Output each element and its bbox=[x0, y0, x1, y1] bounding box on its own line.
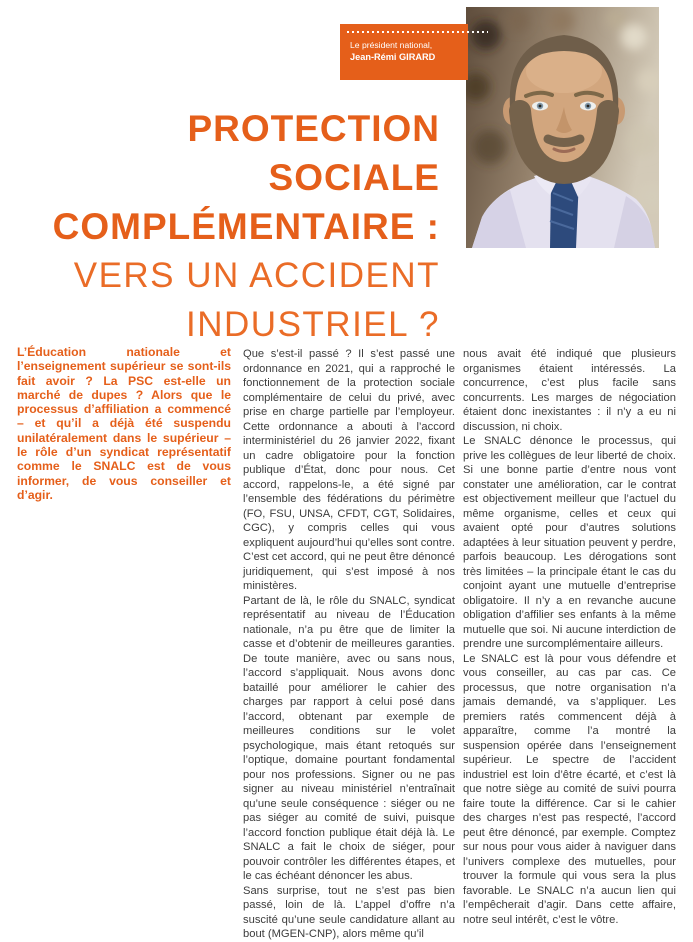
title-line-bold: COMPLÉMENTAIRE : bbox=[52, 206, 440, 247]
body-paragraph: Sans surprise, tout ne s’est pas bien passé, loin de là. L’appel d’offre n’a suscité qu’une seule candidature allant au bout (MGEN-CNP), alors même qu’il bbox=[243, 884, 455, 940]
portrait-illustration bbox=[466, 7, 659, 248]
body-paragraph: Le SNALC dénonce le processus, qui prive les collègues de leur liberté de choix. Si une bonne partie d’entre nous vont constater une amélioration, car le contrat est objectivement meilleur que l’actuel du même organisme, celles et ceux qui avaient opté pour d’autres solutions adaptées à leur situation peuvent y perdre, parfois beaucoup. Les dérogations sont très limitées – la principale étant le cas du conjoint ayant une mutuelle d’entreprise obligatoire. Il n’y a en revanche aucune obligation d’affilier ses enfants à la même mutuelle que soi. Ni aucune interdiction de prendre une surcomplémentaire ailleurs. bbox=[463, 435, 676, 650]
president-name: Jean-Rémi GIRARD bbox=[350, 52, 436, 62]
title-line-light: VERS UN ACCIDENT bbox=[73, 256, 440, 295]
body-paragraph: Partant de là, le rôle du SNALC, syndicat représentatif au niveau de l’Éducation nationale, n’a pu être que de limiter la casse et d’obtenir de meilleures garanties. De toute manière, avec ou sans nous, l’accord s’appliquait. Nous avons donc bataillé pour améliorer le cahier des charges par rapport à celui posé dans l’accord, obtenant par exemple de meilleures conditions sur le volet psychologique, mais étant retoqués sur l’optique, domaine pourtant fondamental pour nos professions. Signer ou ne pas signer au niveau ministériel n’entraînait qu’une seule conséquence : siéger ou ne pas siéger au comité de suivi, puisque l’accord fonction publique était déjà là. Le SNALC a fait le choix de siéger, pour pouvoir contrôler les différentes étapes, et le cas échéant dénoncer les abus. bbox=[243, 594, 455, 882]
body-paragraph: Le SNALC est là pour vous défendre et vous conseiller, au cas par cas. Ce processus, que notre organisation n’a jamais demandé, va s’appliquer. Les premiers ratés commencent déjà à apparaître, comme l’a montré la suspension opérée dans l’enseignement supérieur. Le spectre de l’accident industriel est loin d’être écarté, et c’est là que notre siège au comité de suivi pourra faire toute la différence. Car si le cahier des charges n’est pas respecté, l’accord peut être dénoncé, par exemple. Comptez sur nous pour vous aider à naviguer dans l’univers complexe des mutuelles, pour trouver la formule qui vous sera la plus favorable. Le SNALC n’a aucun lien qui l’empêcherait d’agir. Dans cette affaire, notre seul intérêt, c’est le vôtre. bbox=[463, 652, 676, 926]
title-line-bold: PROTECTION bbox=[187, 108, 440, 149]
title-line-light: INDUSTRIEL ? bbox=[186, 305, 440, 344]
body-column-middle bbox=[243, 347, 455, 942]
title-line-bold: SOCIALE bbox=[268, 157, 440, 198]
president-photo bbox=[466, 7, 659, 248]
article-title bbox=[0, 104, 440, 349]
body-column-right bbox=[463, 347, 676, 927]
dotted-line bbox=[347, 31, 488, 33]
body-paragraph: nous avait été indiqué que plusieurs organismes étaient intéressés. La concurrence, c’est plus facile sans concurrents. Les marges de négociation étaient donc inexistantes : il n’y a eu ni discussion, ni choix. bbox=[463, 348, 676, 433]
president-badge bbox=[340, 24, 468, 80]
intro-paragraph: L’Éducation nationale et l’enseignement supérieur se sont-ils fait avoir ? La PSC est-elle un marché de dupes ? Alors que le processus d’affiliation a commencé – et qu’il a déjà été suspendu unilatéralement dans le supérieur – le rôle d’un syndicat représentatif comme le SNALC est de vous informer, de vous conseiller et d’agir. bbox=[17, 345, 231, 502]
president-role: Le président national, bbox=[350, 40, 433, 50]
body-paragraph: Que s’est-il passé ? Il s’est passé une ordonnance en 2021, qui a rapproché le fonctionnement de la protection sociale complémentaire de celui du privé, avec prise en charge partielle par l’employeur. Cette ordonnance a abouti à l’accord interministériel du 26 janvier 2022, fixant un cadre obligatoire pour la fonction publique d’État, donc pour nous. Cet accord, rappelons-le, a été signé par l’ensemble des fédérations du périmètre (FO, FSU, UNSA, CFDT, CGT, Solidaires, CGC), y compris celles qui vous expliquent aujourd’hui qu’elles sont contre. C’est cet accord, qui ne peut être dénoncé juridiquement, qui s’est imposé à nos ministères. bbox=[243, 348, 455, 592]
intro-column bbox=[17, 345, 231, 502]
